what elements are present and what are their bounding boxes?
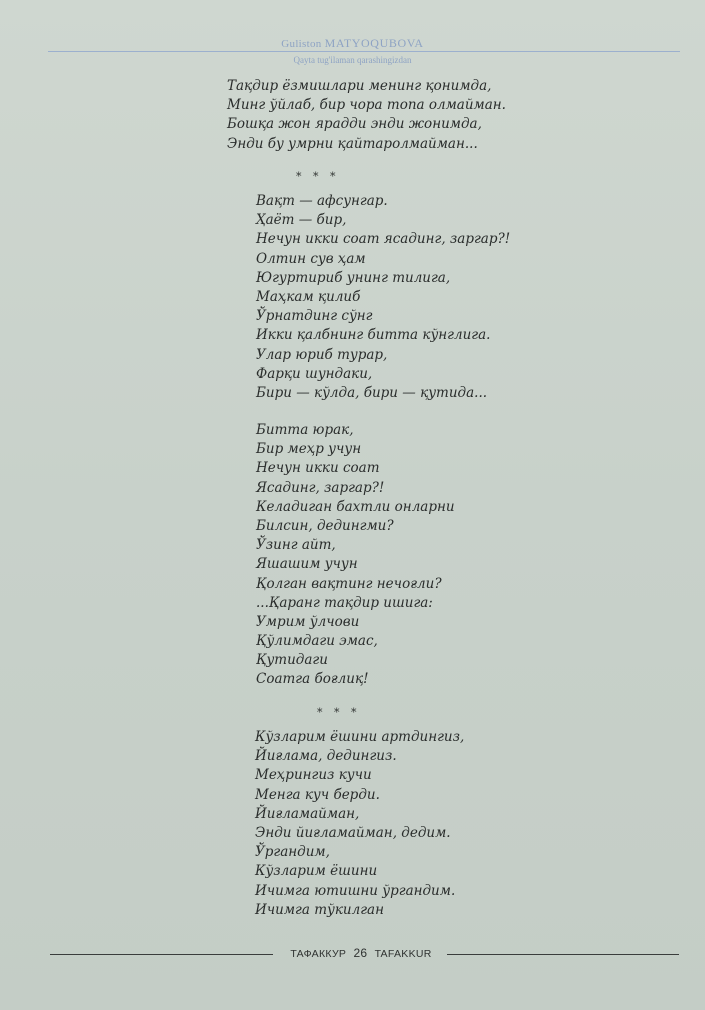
stanza-1: [227, 77, 506, 154]
poem-line: Фарқи шундаки,: [256, 365, 373, 382]
poem-line: Тақдир ёзмишлари менинг қонимда,: [227, 78, 492, 94]
poem-line: Битта юрак,: [256, 422, 354, 438]
poem-line: Кўзларим ёшини: [255, 863, 378, 880]
poem-line: Ҳаёт — бир,: [256, 212, 347, 229]
poem-line: Маҳкам қилиб: [256, 288, 361, 305]
running-footer: [0, 946, 705, 960]
footer-rule-right: [447, 954, 679, 955]
header-rule: [48, 51, 680, 52]
footer-journal-latin: TAFAKKUR: [374, 948, 432, 960]
poem-line: Энди йиғламайман, дедим.: [255, 824, 451, 841]
poem-line: Минг ўйлаб, бир чора топа олмайман.: [227, 97, 506, 114]
poem-line: Йиғламайман,: [255, 805, 360, 822]
poem-line: Қолган вақтинг нечоғли?: [256, 575, 442, 592]
poem-line: Улар юриб турар,: [256, 346, 388, 363]
author-last-name: MATYOQUBOVA: [324, 36, 424, 50]
poem-line: Билсин, дедингми?: [256, 517, 394, 534]
footer-text: [278, 946, 444, 960]
poem-line: Меҳрингиз кучи: [255, 767, 372, 784]
section-separator-1: * * *: [296, 170, 340, 183]
poem-line: Менга куч берди.: [255, 786, 380, 803]
poem-line: Нечун икки соат: [256, 460, 380, 477]
poem-line: Ичимга ютишни ўргандим.: [255, 882, 456, 899]
author-first-name: Guliston: [281, 38, 322, 50]
poem-line: ...Қаранг тақдир ишига:: [256, 594, 433, 611]
poem-line: Ўзинг айт,: [256, 537, 336, 554]
poem-line: Вақт — афсунгар.: [256, 193, 388, 209]
stanza-3: [256, 421, 455, 690]
poem-line: Қўлимдаги эмас,: [256, 633, 378, 650]
poem-line: Югуртириб унинг тилига,: [256, 269, 451, 286]
poem-line: Кўзларим ёшини артдингиз,: [255, 729, 465, 745]
poem-line: Олтин сув ҳам: [256, 250, 366, 267]
stanza-2: [256, 192, 510, 403]
poem-line: Икки қалбнинг битта кўнглига.: [256, 327, 491, 344]
poem-line: Ўргандим,: [255, 844, 330, 861]
page-number: 26: [353, 946, 368, 960]
running-header: [0, 36, 705, 65]
poem-line: Умрим ўлчови: [256, 613, 360, 630]
poem-line: Энди бу умрни қайтаролмайман...: [227, 135, 478, 152]
poem-line: Бир меҳр учун: [256, 441, 362, 458]
header-author: [0, 36, 705, 51]
footer-journal-cyrillic: ТАФАККУР: [290, 948, 347, 960]
header-subtitle: Qayta tug'ilaman qarashingizdan: [293, 55, 412, 65]
poem-line: Соатга боғлиқ!: [256, 671, 369, 688]
poem-line: Йиғлама, дедингиз.: [255, 748, 397, 765]
poem-line: Бошқа жон ярадди энди жонимда,: [227, 116, 482, 133]
poem-line: Қутидаги: [256, 652, 328, 669]
poem-line: Ичимга тўкилган: [255, 901, 384, 918]
section-separator-2: * * *: [317, 706, 361, 719]
poem-line: Бири — кўлда, бири — қутида...: [256, 384, 488, 401]
poem-line: Яшашим учун: [256, 556, 358, 573]
poem-line: Ясадинг, заргар?!: [256, 479, 385, 496]
poem-line: Нечун икки соат ясадинг, заргар?!: [256, 231, 511, 248]
stanza-4: [255, 728, 464, 920]
poem-line: Келадиган бахтли онларни: [256, 498, 455, 515]
footer-rule-left: [50, 954, 273, 955]
poem-line: Ўрнатдинг сўнг: [256, 308, 373, 325]
